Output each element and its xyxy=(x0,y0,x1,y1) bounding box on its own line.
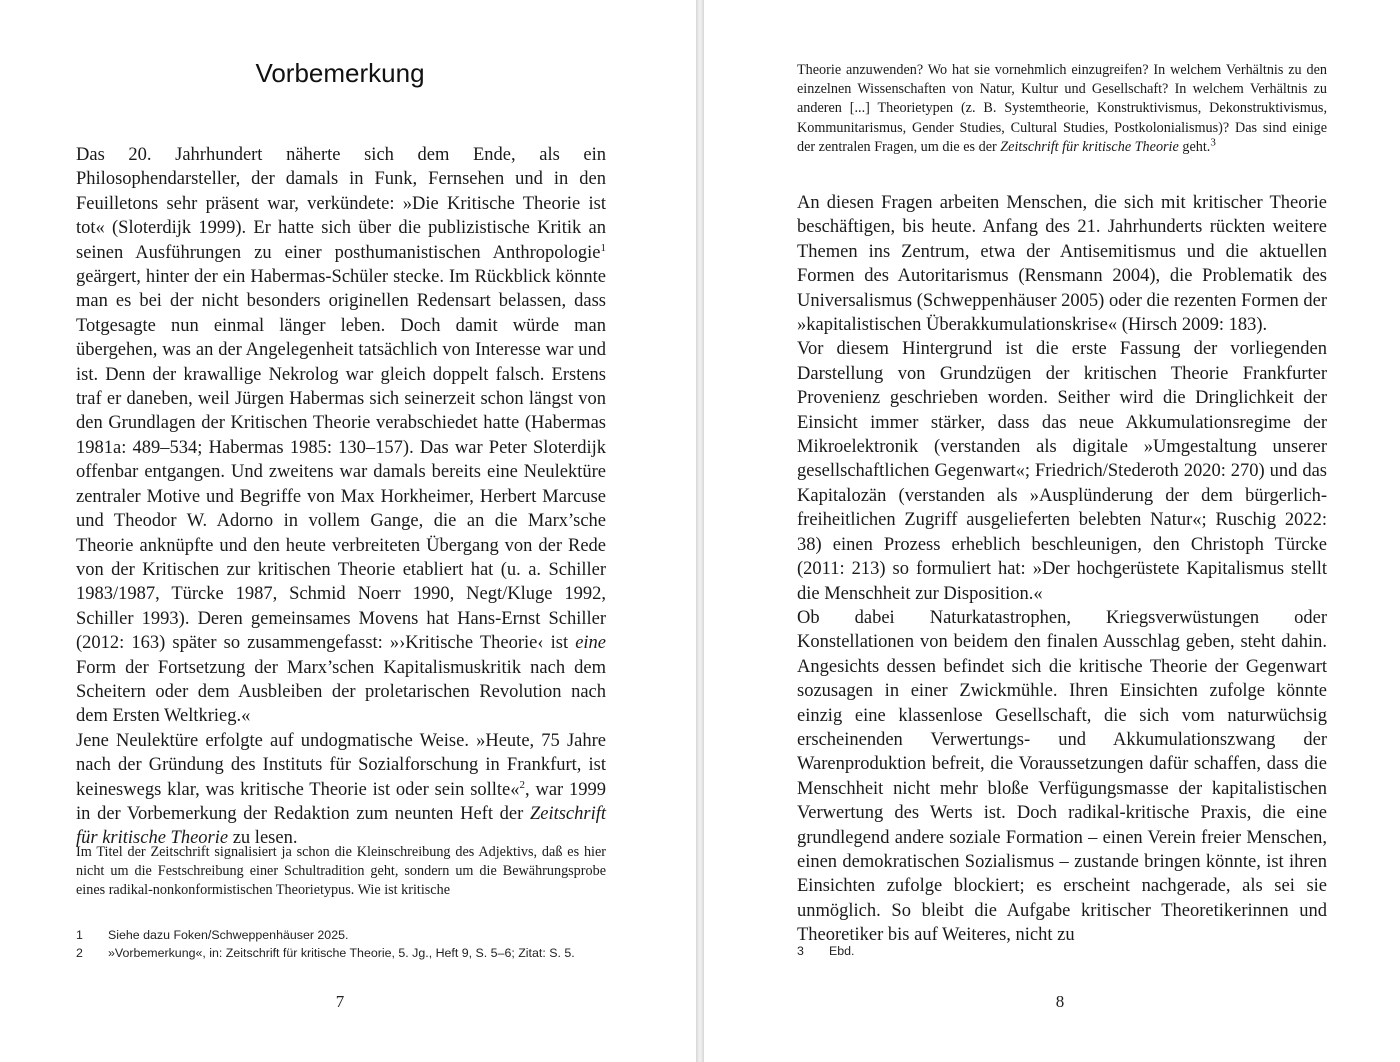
footnote-2 xyxy=(76,944,636,962)
paragraph-5: Ob dabei Naturkatastrophen, Kriegsverwüstungen oder Konstellationen von beidem den finalen Ausschlag geben, steht dahin. Angesichts dessen befindet sich die kritische Theorie der Gegenwart sozusagen in einer Zwickmühle. Ihren Einsichten zufolge könnte einzig eine klassenlose Gesellschaft, die sich vom naturwüchsig erscheinenden Verwertungs- und Akkumulationszwang der Warenproduktion befreit, die Voraussetzungen dafür schaffen, dass die Menschheit nicht mehr bloße Verfügungsmasse der kapitalistischen Verwertung des Werts ist. Doch radikal-kritische Praxis, die eine grundlegend andere soziale Formation – einen Verein freier Menschen, einen demokratischen Sozialismus – zustande bringen könnte, ist ihren Einsichten zufolge blockiert; es erscheint nachgerade, als sei sie unmöglich. So bleibt die Aufgabe kritischer Theoretikerinnen und Theoretiker bis auf Weiteres, nicht zu xyxy=(797,607,1327,946)
paragraph-1 xyxy=(76,143,606,729)
footnote-3 xyxy=(797,942,1357,960)
page-number-left: 7 xyxy=(335,992,345,1011)
book-gutter xyxy=(696,0,704,1062)
footnote-1 xyxy=(76,926,636,944)
footnote-text: »Vorbemerkung«, in: Zeitschrift für kritische Theorie, 5. Jg., Heft 9, S. 5–6; Zitat: S. 5. xyxy=(108,946,575,960)
footnote-text: Ebd. xyxy=(829,944,855,958)
block-quote-left xyxy=(76,843,606,901)
paragraph-3: An diesen Fragen arbeiten Menschen, die sich mit kritischer Theorie beschäftigen, bis heute. Anfang des 21. Jahrhunderts rückten weitere Themen ins Zentrum, etwa der Antisemitismus und die aktuellen Formen des Autoritarismus (Rensmann 2004), die Problematik des Universalismus (Schweppenhäuser 2005) oder die rezenten Formen der »kapitalistischen Überakkumulationskrise« (Hirsch 2009: 183). xyxy=(797,193,1327,336)
paragraph-1-part-b: geärgert, hinter der ein Habermas-Schüler stecke. Im Rückblick könnte man es bei der nicht besonders originellen Redensart belassen, dass Totgesagte nun einmal länger leben. Doch damit würde man übergehen, was an der Angelegenheit tatsächlich von Interesse war und ist. Denn der krawallige Nekrolog war gleich doppelt falsch. Erstens traf er daneben, weil Jürgen Habermas sich seinerzeit schon längst von den Grundlagen der Kritischen Theorie verabschiedet hatte (Habermas 1981a: 489–534; Habermas 1985: 130–157). Das war Peter Sloterdijk offenbar entgangen. Und zweitens war damals bereits eine Neulektüre zentraler Motive und Begriffe von Max Horkheimer, Herbert Marcuse und Theodor W. Adorno in vollem Gange, die an die Marx’sche Theorie anknüpfte und den heute verbreiteten Übergang von der Rede von der Kritischen zur kritischen Theorie etabliert hat (u. a. Schiller 1983/1987, Türcke 1987, Schmid Noerr 1990, Negt/Kluge 1992, Schiller 1993). Deren gemeinsames Movens hat Hans-Ernst Schiller (2012: 163) später so zusammengefasst: »›Kritische Theorie‹ ist xyxy=(76,267,606,654)
footnote-text: Siehe dazu Foken/Schweppenhäuser 2025. xyxy=(108,928,349,942)
paragraph-2-part-c: zu lesen. xyxy=(228,828,298,849)
quote-part-a: Theorie anzuwenden? Wo hat sie vornehmlich einzugreifen? In welchem Verhältnis zu den einzelnen Wissenschaften von Natur, Kultur und Gesellschaft? In welchem Verhältnis zu anderen [...] Theorietypen (z. B. Systemtheorie, Konstruktivismus, Dekonstruktivismus, Kommunitarismus, Gender Studies, Cultural Studies, Postkolonialismus)? Das sind einige der zentralen Fragen, um die es der xyxy=(797,62,1327,155)
right-page xyxy=(704,0,1400,1062)
footnote-ref-1[interactable]: 1 xyxy=(600,241,606,254)
journal-title: Zeitschrift für kritische Theorie xyxy=(1000,138,1179,155)
paragraph-1-emphasis: eine xyxy=(575,633,606,654)
chapter-heading: Vorbemerkung xyxy=(255,58,425,88)
paragraph-2-part-b: , war 1999 in der Vorbemerkung der Redaktion zum neunten Heft der xyxy=(76,779,607,824)
main-text-left xyxy=(76,143,606,851)
footnote-ref-3[interactable]: 3 xyxy=(1210,136,1216,149)
main-text-right xyxy=(797,191,1327,948)
block-quote-text: Im Titel der Zeitschrift signalisiert ja schon die Kleinschreibung des Adjektivs, daß es hier nicht um die Festschreibung einer Schultradition geht, sondern um die Bewährungsprobe eines radikal-nonkonformistischen Theorietypus. Wie ist kritische xyxy=(76,844,606,899)
paragraph-1-part-a: Das 20. Jahrhundert näherte sich dem Ende, als ein Philosophendarsteller, der damals in Funk, Fernsehen und in den Feuilletons sehr präsent war, verkündete: »Die Kritische Theorie ist tot« (Sloterdijk 1999). Er hatte sich über die publizistische Kritik an seinen Ausführungen zu einer posthumanistischen Anthropologie xyxy=(76,145,606,263)
quote-part-b: geht. xyxy=(1178,138,1211,155)
footnotes-right xyxy=(797,942,1357,960)
block-quote-right xyxy=(797,61,1327,157)
footnotes-left xyxy=(76,926,636,962)
footnote-number: 3 xyxy=(797,944,804,958)
block-quote-continuation xyxy=(797,61,1327,157)
left-page xyxy=(0,0,696,1062)
footnote-number: 2 xyxy=(76,946,83,960)
paragraph-2-part-a: Jene Neulektüre erfolgte auf undogmatische Weise. »Heute, 75 Jahre nach der Gründung des Instituts für Sozialforschung in Frankfurt, ist keineswegs klar, was kritische Theorie ist oder sein sollte« xyxy=(76,730,606,800)
paragraph-1-part-c: Form der Fortsetzung der Marx’schen Kapitalismuskritik nach dem Scheitern oder dem Ausbleiben der proletarischen Revolution nach dem Ersten Weltkrieg.« xyxy=(76,657,606,727)
page-number-right: 8 xyxy=(1055,992,1065,1011)
paragraph-4: Vor diesem Hintergrund ist die erste Fassung der vorliegenden Darstellung von Grundzügen der kritischen Theorie Frankfurter Provenienz geschrieben worden. Seither wird die Dringlichkeit der Einsicht immer stärker, dass das neue Akkumulationsregime der Mikroelektronik (verstanden als digitale »Umgestaltung unserer gesellschaftlichen Gegenwart«; Friedrich/Stederoth 2020: 270) und das Kapitalozän (verstanden als »Ausplünderung der dem bürgerlich-freiheitlichen Zugriff ausgelieferten belebten Natur«; Ruschig 2022: 38) einen Prozess erheblich beschleunigen, den Christoph Türcke (2011: 213) so formuliert hat: »Der hochgerüstete Kapitalismus stellt die Menschheit zur Disposition.« xyxy=(797,339,1327,604)
paragraph-2 xyxy=(76,729,606,851)
journal-title: Zeitschrift für kritische Theorie xyxy=(76,803,606,849)
footnote-number: 1 xyxy=(76,928,83,942)
footnote-ref-2[interactable]: 2 xyxy=(519,778,526,791)
